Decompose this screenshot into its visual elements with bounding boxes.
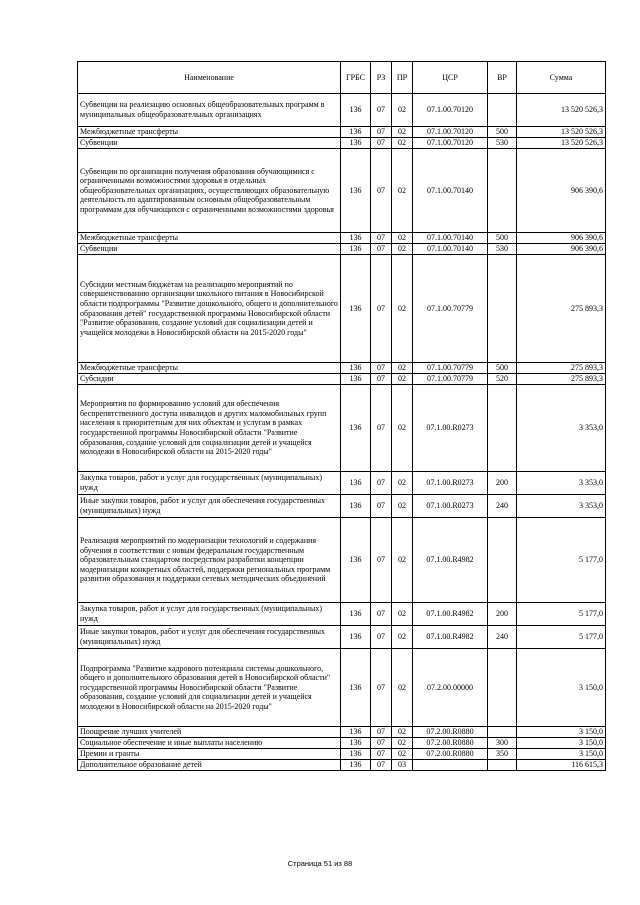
cell-vr: 240 [488, 495, 517, 518]
cell-vr [488, 255, 517, 363]
cell-name: Субвенции на реализацию основных общеобразовательных программ в муниципальных общеобразовательных организациях [78, 94, 341, 127]
cell-vr [488, 94, 517, 127]
table-row [78, 760, 606, 771]
cell-vr: 350 [488, 749, 517, 760]
table-row [78, 363, 606, 374]
cell-sum: 13 520 526,3 [517, 94, 606, 127]
cell-vr [488, 518, 517, 603]
cell-grbs: 136 [341, 649, 371, 727]
cell-vr [488, 649, 517, 727]
cell-name: Социальное обеспечение и иные выплаты населению [78, 738, 341, 749]
table-row [78, 149, 606, 233]
cell-pr: 02 [392, 233, 413, 244]
cell-grbs: 136 [341, 255, 371, 363]
cell-rz: 07 [371, 760, 392, 771]
table-row [78, 94, 606, 127]
cell-rz: 07 [371, 603, 392, 626]
cell-pr: 03 [392, 760, 413, 771]
cell-vr: 530 [488, 244, 517, 255]
cell-csr: 07.1.00.R0273 [413, 472, 488, 495]
table-row [78, 385, 606, 472]
cell-vr: 200 [488, 472, 517, 495]
cell-sum: 3 150,0 [517, 749, 606, 760]
cell-rz: 07 [371, 363, 392, 374]
cell-csr: 07.1.00.R4982 [413, 603, 488, 626]
cell-name: Субсидии [78, 374, 341, 385]
table-row [78, 603, 606, 626]
cell-name: Подпрограмма "Развитие кадрового потенциала системы дошкольного, общего и дополнительного образования детей в Новосибирской области" государственной программы Новосибирской области "Развитие образования, создание условий для социализации детей и учащейся молодежи в Новосибирской области на 2015-2020 годы" [78, 649, 341, 727]
table-row [78, 727, 606, 738]
cell-vr: 240 [488, 626, 517, 649]
cell-grbs: 136 [341, 495, 371, 518]
cell-grbs: 136 [341, 749, 371, 760]
cell-grbs: 136 [341, 94, 371, 127]
cell-sum: 5 177,0 [517, 603, 606, 626]
cell-grbs: 136 [341, 603, 371, 626]
cell-name: Премии и гранты [78, 749, 341, 760]
cell-rz: 07 [371, 626, 392, 649]
cell-csr: 07.2.00.R0880 [413, 727, 488, 738]
cell-grbs: 136 [341, 385, 371, 472]
cell-sum: 275 893,3 [517, 374, 606, 385]
cell-csr: 07.1.00.R0273 [413, 385, 488, 472]
cell-sum: 13 520 526,3 [517, 127, 606, 138]
cell-rz: 07 [371, 94, 392, 127]
cell-name: Поощрение лучших учителей [78, 727, 341, 738]
cell-name: Субвенции по организации получения образования обучающимися с ограниченными возможностями здоровья в отдельных общеобразовательных организациях, осуществляющих образовательную деятельность по адаптированным основным общеобразовательным программам для обучающихся с ограниченными возможностями здоровья [78, 149, 341, 233]
cell-name: Межбюджетные трансферты [78, 233, 341, 244]
cell-grbs: 136 [341, 518, 371, 603]
cell-name: Иные закупки товаров, работ и услуг для обеспечения государственных (муниципальных) нужд [78, 495, 341, 518]
cell-grbs: 136 [341, 363, 371, 374]
cell-pr: 02 [392, 518, 413, 603]
cell-pr: 02 [392, 94, 413, 127]
cell-csr: 07.1.00.R4982 [413, 518, 488, 603]
table-row [78, 472, 606, 495]
table-row [78, 127, 606, 138]
cell-grbs: 136 [341, 244, 371, 255]
cell-grbs: 136 [341, 727, 371, 738]
cell-pr: 02 [392, 603, 413, 626]
cell-grbs: 136 [341, 233, 371, 244]
cell-name: Иные закупки товаров, работ и услуг для обеспечения государственных (муниципальных) нужд [78, 626, 341, 649]
table-body [78, 94, 606, 771]
cell-name: Субсидии местным бюджетам на реализацию мероприятий по совершенствованию организации школьного питания в Новосибирской области подпрограммы "Развитие дошкольного, общего и дополнительного образования детей" государственной программы Новосибирской области "Развитие образования, создание условий для социализации детей и учащейся молодежи в Новосибирской области на 2015-2020 годы" [78, 255, 341, 363]
cell-sum: 5 177,0 [517, 626, 606, 649]
cell-pr: 02 [392, 472, 413, 495]
cell-pr: 02 [392, 649, 413, 727]
cell-pr: 02 [392, 244, 413, 255]
header-sum: Сумма [517, 62, 606, 94]
cell-rz: 07 [371, 518, 392, 603]
cell-pr: 02 [392, 255, 413, 363]
cell-grbs: 136 [341, 149, 371, 233]
header-rz: РЗ [371, 62, 392, 94]
cell-vr [488, 149, 517, 233]
header-pr: ПР [392, 62, 413, 94]
table-row [78, 738, 606, 749]
cell-csr: 07.1.00.70140 [413, 244, 488, 255]
cell-csr: 07.1.00.70140 [413, 233, 488, 244]
cell-vr: 520 [488, 374, 517, 385]
cell-pr: 02 [392, 385, 413, 472]
cell-vr [488, 727, 517, 738]
cell-csr: 07.1.00.70779 [413, 255, 488, 363]
cell-csr: 07.2.00.R0880 [413, 749, 488, 760]
table-header-row [78, 62, 606, 94]
cell-sum: 3 150,0 [517, 727, 606, 738]
cell-sum: 3 353,0 [517, 472, 606, 495]
page-number: Страница 51 из 88 [287, 859, 353, 868]
cell-rz: 07 [371, 127, 392, 138]
table-row [78, 749, 606, 760]
cell-csr: 07.1.00.70779 [413, 363, 488, 374]
header-csr: ЦСР [413, 62, 488, 94]
table-row [78, 255, 606, 363]
cell-vr [488, 385, 517, 472]
table-row [78, 495, 606, 518]
table-row [78, 374, 606, 385]
cell-name: Закупка товаров, работ и услуг для государственных (муниципальных) нужд [78, 603, 341, 626]
cell-pr: 02 [392, 749, 413, 760]
cell-pr: 02 [392, 127, 413, 138]
cell-sum: 275 893,3 [517, 255, 606, 363]
cell-sum: 3 150,0 [517, 738, 606, 749]
cell-rz: 07 [371, 649, 392, 727]
cell-sum: 116 615,3 [517, 760, 606, 771]
cell-sum: 906 390,6 [517, 244, 606, 255]
cell-name: Межбюджетные трансферты [78, 127, 341, 138]
cell-csr: 07.1.00.70120 [413, 127, 488, 138]
cell-sum: 3 353,0 [517, 495, 606, 518]
cell-grbs: 136 [341, 374, 371, 385]
cell-name: Межбюджетные трансферты [78, 363, 341, 374]
cell-pr: 02 [392, 138, 413, 149]
cell-csr [413, 760, 488, 771]
cell-name: Мероприятия по формированию условий для обеспечения беспрепятственного доступа инвалидов и других маломобильных групп населения к приоритетным для них объектам и услугам в рамках государственной программы Новосибирской области "Развитие образования, создание условий для социализации детей и учащейся молодежи в Новосибирской области на 2015-2020 годы" [78, 385, 341, 472]
table-row [78, 244, 606, 255]
cell-rz: 07 [371, 233, 392, 244]
cell-rz: 07 [371, 244, 392, 255]
cell-name: Субвенции [78, 138, 341, 149]
cell-vr: 500 [488, 363, 517, 374]
cell-grbs: 136 [341, 760, 371, 771]
cell-rz: 07 [371, 472, 392, 495]
cell-grbs: 136 [341, 127, 371, 138]
cell-sum: 906 390,6 [517, 149, 606, 233]
cell-rz: 07 [371, 385, 392, 472]
cell-rz: 07 [371, 138, 392, 149]
cell-pr: 02 [392, 738, 413, 749]
cell-sum: 3 353,0 [517, 385, 606, 472]
cell-vr [488, 760, 517, 771]
cell-vr: 500 [488, 233, 517, 244]
cell-vr: 200 [488, 603, 517, 626]
cell-pr: 02 [392, 363, 413, 374]
cell-sum: 13 520 526,3 [517, 138, 606, 149]
cell-pr: 02 [392, 149, 413, 233]
cell-pr: 02 [392, 374, 413, 385]
cell-rz: 07 [371, 374, 392, 385]
cell-rz: 07 [371, 727, 392, 738]
cell-grbs: 136 [341, 626, 371, 649]
cell-pr: 02 [392, 495, 413, 518]
cell-vr: 530 [488, 138, 517, 149]
cell-name: Реализация мероприятий по модернизации технологий и содержания обучения в соответствии с новым федеральным государственным образовательным стандартом посредством разработки концепции модернизации конкретных областей, поддержки региональных программ развития образования и поддержки сетевых методических объединений [78, 518, 341, 603]
budget-table [77, 61, 606, 771]
cell-sum: 275 893,3 [517, 363, 606, 374]
cell-csr: 07.1.00.R0273 [413, 495, 488, 518]
cell-csr: 07.1.00.70779 [413, 374, 488, 385]
header-vr: ВР [488, 62, 517, 94]
cell-grbs: 136 [341, 138, 371, 149]
cell-pr: 02 [392, 626, 413, 649]
cell-rz: 07 [371, 749, 392, 760]
cell-sum: 3 150,0 [517, 649, 606, 727]
cell-rz: 07 [371, 255, 392, 363]
cell-vr: 500 [488, 127, 517, 138]
cell-sum: 5 177,0 [517, 518, 606, 603]
cell-csr: 07.2.00.00000 [413, 649, 488, 727]
cell-rz: 07 [371, 149, 392, 233]
cell-rz: 07 [371, 738, 392, 749]
cell-vr: 300 [488, 738, 517, 749]
table-row [78, 626, 606, 649]
cell-sum: 906 390,6 [517, 233, 606, 244]
header-name: Наименование [78, 62, 341, 94]
cell-rz: 07 [371, 495, 392, 518]
cell-grbs: 136 [341, 738, 371, 749]
cell-csr: 07.1.00.70140 [413, 149, 488, 233]
header-grbs: ГРБС [341, 62, 371, 94]
table-row [78, 138, 606, 149]
cell-csr: 07.1.00.70120 [413, 138, 488, 149]
table-row [78, 233, 606, 244]
cell-grbs: 136 [341, 472, 371, 495]
cell-csr: 07.1.00.70120 [413, 94, 488, 127]
cell-name: Закупка товаров, работ и услуг для государственных (муниципальных) нужд [78, 472, 341, 495]
table-row [78, 518, 606, 603]
table-row [78, 649, 606, 727]
cell-csr: 07.1.00.R4982 [413, 626, 488, 649]
cell-pr: 02 [392, 727, 413, 738]
cell-name: Субвенции [78, 244, 341, 255]
cell-csr: 07.2.00.R0880 [413, 738, 488, 749]
cell-name: Дополнительное образование детей [78, 760, 341, 771]
